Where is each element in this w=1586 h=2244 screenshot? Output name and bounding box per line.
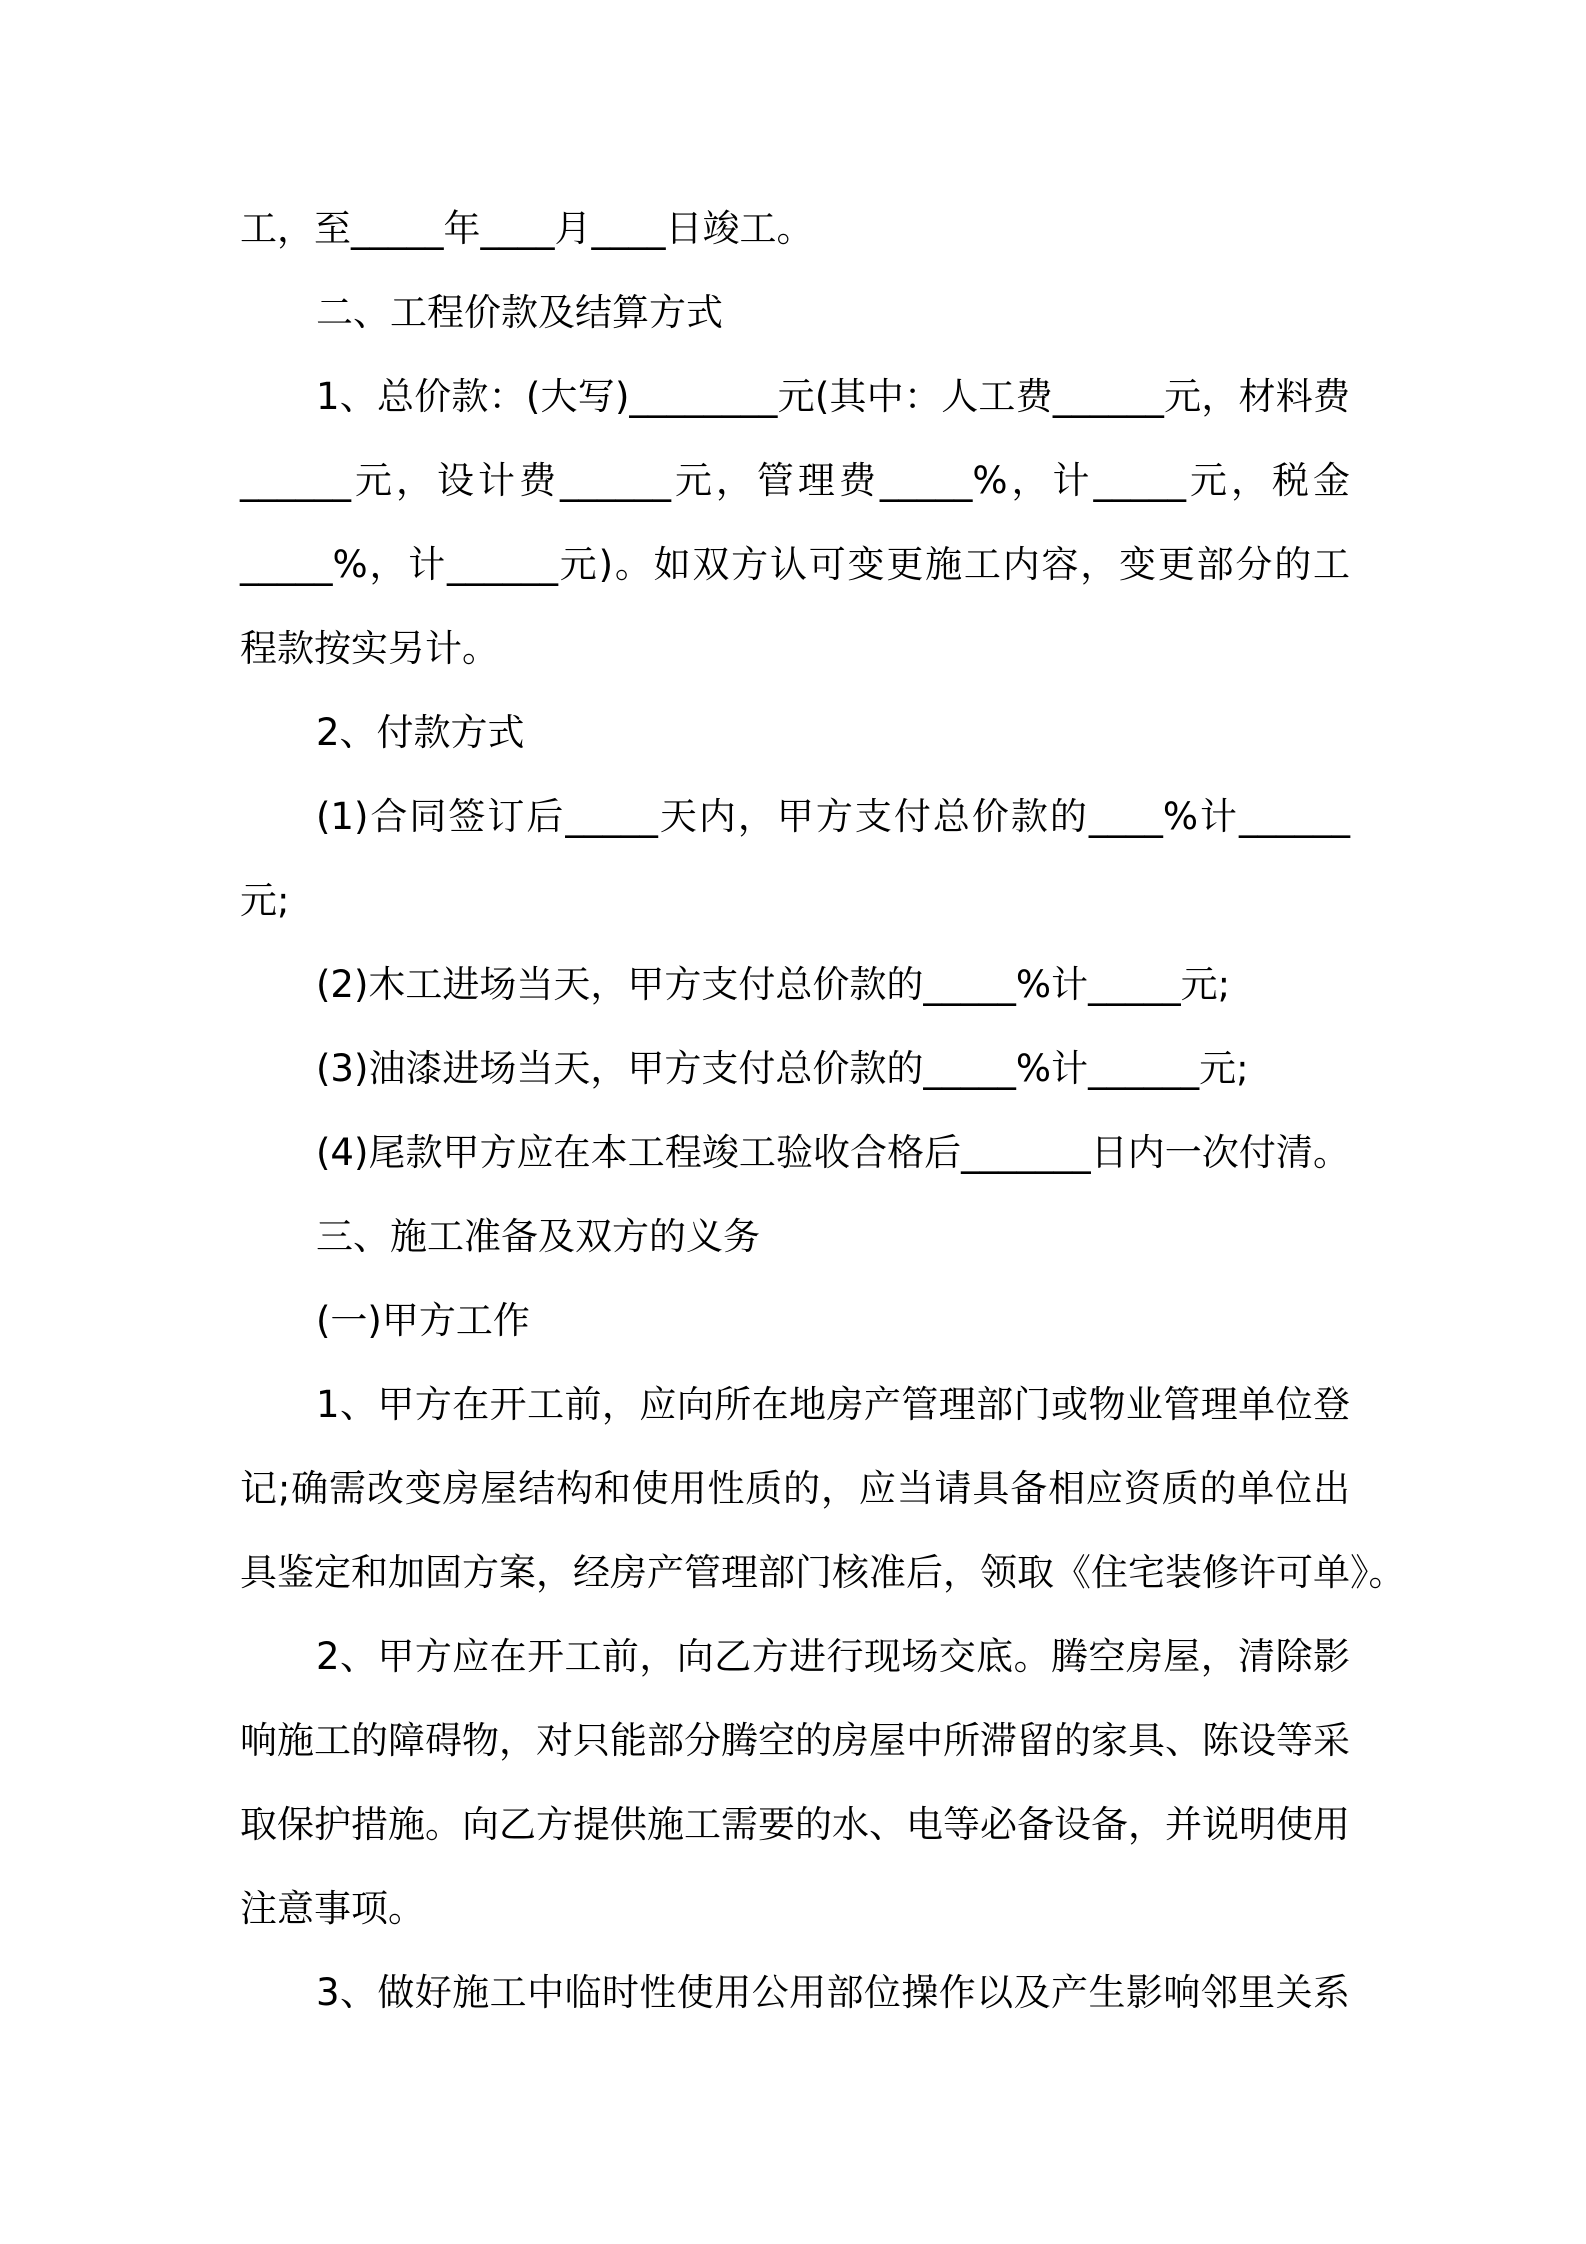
paragraph-line: 1、甲方在开工前，应向所在地房产管理部门或物业管理单位登 [316,1383,1350,1426]
paragraph-line: 注意事项。 [240,1887,425,1930]
paragraph-line: (4)尾款甲方应在本工程竣工验收合格后_______日内一次付清。 [316,1131,1350,1174]
paragraph-line: (1)合同签订后_____天内，甲方支付总价款的____%计______ [316,795,1350,838]
subsection-heading: (一)甲方工作 [316,1299,530,1342]
paragraph-line: 1、总价款：(大写)________元(其中：人工费______元，材料费 [316,375,1350,418]
paragraph-line: 3、做好施工中临时性使用公用部位操作以及产生影响邻里关系 [316,1971,1350,2014]
paragraph-line: 程款按实另计。 [240,627,499,670]
document-page [240,0,1406,2244]
paragraph-line: 取保护措施。向乙方提供施工需要的水、电等必备设备，并说明使用 [240,1803,1350,1846]
section-heading: 三、施工准备及双方的义务 [316,1215,760,1258]
paragraph-line: 2、甲方应在开工前，向乙方进行现场交底。腾空房屋，清除影 [316,1635,1350,1678]
paragraph-line: 元; [240,879,290,922]
paragraph-line: 具鉴定和加固方案，经房产管理部门核准后，领取《住宅装修许可单》。 [240,1551,1406,1594]
paragraph-line: (3)油漆进场当天，甲方支付总价款的_____%计______元; [316,1047,1249,1090]
section-heading: 二、工程价款及结算方式 [316,291,723,334]
paragraph-line: 记;确需改变房屋结构和使用性质的，应当请具备相应资质的单位出 [240,1467,1350,1510]
subsection-heading: 2、付款方式 [316,711,525,754]
paragraph-line: 工，至_____年____月____日竣工。 [240,207,814,250]
paragraph-line: 响施工的障碍物，对只能部分腾空的房屋中所滞留的家具、陈设等采 [240,1719,1350,1762]
paragraph-line: (2)木工进场当天，甲方支付总价款的_____%计_____元; [316,963,1231,1006]
paragraph-line: ______元，设计费______元，管理费_____%，计_____元，税金 [240,459,1350,502]
paragraph-line: _____%，计______元)。如双方认可变更施工内容，变更部分的工 [240,543,1350,586]
